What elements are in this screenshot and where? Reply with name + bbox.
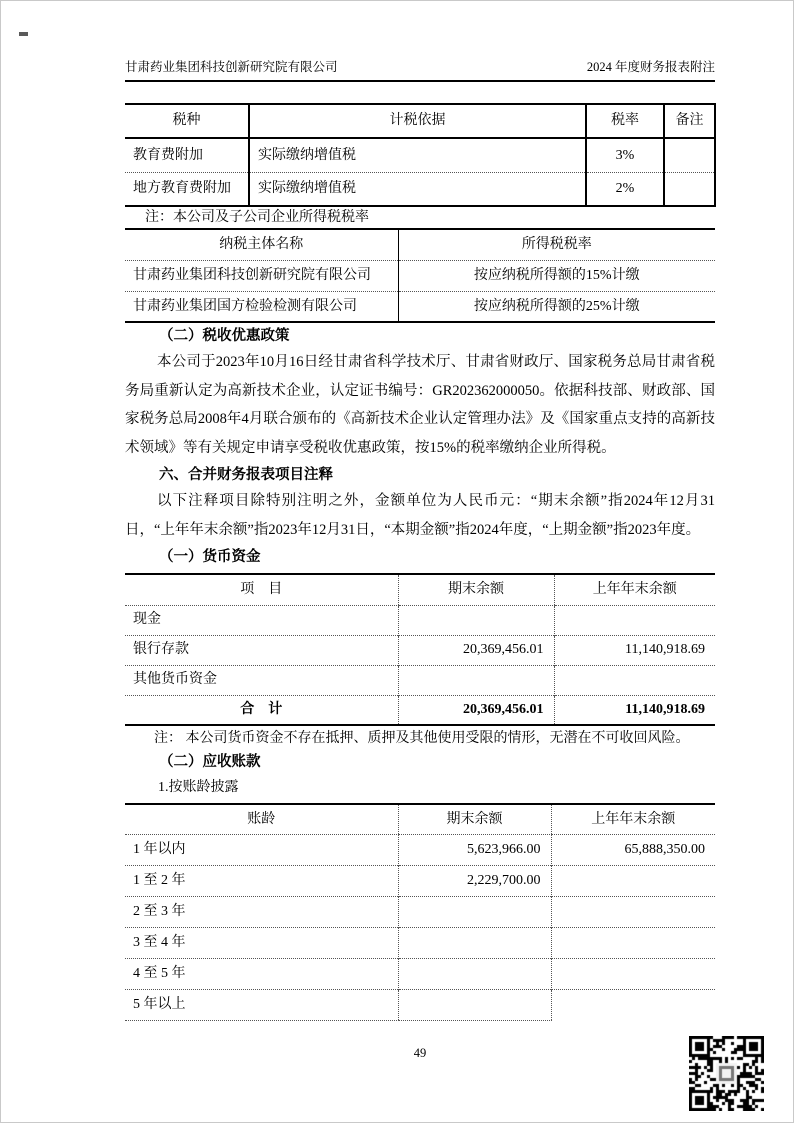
col-header-item: 项 目 <box>125 574 398 605</box>
table-row <box>125 989 715 1020</box>
cell-aging: 2 至 3 年 <box>125 896 398 927</box>
tax-rate-table <box>125 103 716 207</box>
qr-code-icon <box>689 1036 764 1111</box>
table-row <box>125 896 715 927</box>
cell-aging: 1 年以内 <box>133 841 186 857</box>
cell-tax-kind: 地方教育费附加 <box>125 172 249 206</box>
cell-closing-balance <box>398 896 551 927</box>
page-number: 49 <box>413 1046 427 1060</box>
cell-entity: 甘肃药业集团国方检验检测有限公司 <box>125 291 398 322</box>
running-head <box>125 57 715 82</box>
cell-prior-year-balance <box>551 927 715 958</box>
table-row <box>125 172 715 206</box>
cash-table <box>125 573 715 726</box>
table-row <box>125 260 715 291</box>
col-header-tax-rate: 税率 <box>586 104 664 138</box>
cell-entity: 甘肃药业集团科技创新研究院有限公司 <box>133 267 371 283</box>
income-tax-table <box>125 228 715 323</box>
cell-income-tax-rate: 按应纳税所得额的15%计缴 <box>398 260 715 291</box>
col-header-remark: 备注 <box>664 104 715 138</box>
header-company-name: 甘肃药业集团科技创新研究院有限公司 <box>125 60 338 74</box>
cell-total-prior-year: 11,140,918.69 <box>554 695 715 725</box>
cell-closing-balance <box>398 665 554 695</box>
cell-tax-rate: 3% <box>586 138 664 172</box>
cash-note: 注： 本公司货币资金不存在抵押、质押及其他使用受限的情形，无潜在不可收回风险。 <box>154 731 690 746</box>
cell-total-closing: 20,369,456.01 <box>398 695 554 725</box>
cell-prior-year-balance <box>551 865 715 896</box>
table-row <box>125 958 715 989</box>
col-header-prior-year-balance: 上年年末余额 <box>554 574 715 605</box>
col-header-aging: 账龄 <box>125 804 398 834</box>
col-header-closing-balance: 期末余额 <box>398 804 551 834</box>
cell-tax-basis: 实际缴纳增值税 <box>249 138 586 172</box>
table-row <box>125 138 715 172</box>
cell-remark <box>664 138 715 172</box>
col-header-closing-balance: 期末余额 <box>398 574 554 605</box>
cell-prior-year-balance: 65,888,350.00 <box>551 834 715 865</box>
aging-table-header <box>125 804 715 834</box>
cash-table-total-row <box>125 695 715 725</box>
tax-policy-paragraph: 本公司于2023年10月16日经甘肃省科学技术厅、甘肃省财政厅、国家税务总局甘肃省税务局重新认定为高新技术企业，认定证书编号：GR202362000050。依据科技部、财政部、国家税务总局2008年4月联合颁布的《高新技术企业认定管理办法》及《国家重点支持的高新技术领域》等有关规定申请享受税收优惠政策，按15%的税率缴纳企业所得税。 <box>125 354 715 456</box>
cell-remark <box>664 172 715 206</box>
table-row <box>125 291 715 322</box>
cell-income-tax-rate: 按应纳税所得额的25%计缴 <box>398 291 715 322</box>
income-tax-note: 注：本公司及子公司企业所得税税率 <box>145 210 369 225</box>
cell-closing-balance: 5,623,966.00 <box>398 834 551 865</box>
col-header-tax-kind: 税种 <box>125 104 249 138</box>
cell-closing-balance <box>398 989 551 1020</box>
col-header-income-tax-rate: 所得税税率 <box>398 229 715 260</box>
table-row <box>125 927 715 958</box>
cell-closing-balance: 20,369,456.01 <box>398 635 554 665</box>
cell-tax-rate: 2% <box>586 172 664 206</box>
cell-aging: 4 至 5 年 <box>125 958 398 989</box>
cell-prior-year-balance <box>554 665 715 695</box>
table-row <box>125 834 715 865</box>
cell-aging: 1 至 2 年 <box>125 865 398 896</box>
table-row <box>125 865 715 896</box>
col-header-entity: 纳税主体名称 <box>125 229 398 260</box>
table-row <box>125 605 715 635</box>
cash-table-header <box>125 574 715 605</box>
cell-aging: 5 年以上 <box>125 989 398 1020</box>
aging-table <box>125 803 715 1021</box>
cell-item: 银行存款 <box>125 635 398 665</box>
section-heading-consolidated-notes: 六、合并财务报表项目注释 <box>159 467 333 483</box>
table-row <box>125 635 715 665</box>
header-doc-title: 2024 年度财务报表附注 <box>586 60 715 74</box>
cell-aging: 3 至 4 年 <box>125 927 398 958</box>
aging-subheading: 1.按账龄披露 <box>158 780 239 795</box>
cell-total-label: 合 计 <box>125 695 398 725</box>
cell-prior-year-balance <box>554 605 715 635</box>
col-header-prior-year-balance: 上年年末余额 <box>551 804 715 834</box>
income-tax-table-header <box>125 229 715 260</box>
cell-item: 现金 <box>133 612 161 628</box>
section-heading-receivables: （二）应收账款 <box>159 754 261 770</box>
page-content <box>125 1 715 1021</box>
cell-closing-balance <box>398 605 554 635</box>
cell-prior-year-balance <box>551 958 715 989</box>
col-header-tax-basis: 计税依据 <box>249 104 586 138</box>
cell-prior-year-balance <box>551 896 715 927</box>
section-heading-cash: （一）货币资金 <box>159 549 261 565</box>
cell-closing-balance <box>398 958 551 989</box>
cell-tax-kind: 教育费附加 <box>133 147 203 163</box>
cell-closing-balance <box>398 927 551 958</box>
scan-artifact-mark <box>19 32 28 36</box>
cell-closing-balance: 2,229,700.00 <box>398 865 551 896</box>
cell-prior-year-balance: 11,140,918.69 <box>554 635 715 665</box>
table-row <box>125 665 715 695</box>
cell-tax-basis: 实际缴纳增值税 <box>249 172 586 206</box>
section-heading-tax-policy: （二）税收优惠政策 <box>159 328 290 344</box>
consolidated-notes-paragraph: 以下注释项目除特别注明之外，金额单位为人民币元：“期末余额”指2024年12月31日，“上年年末余额”指2023年12月31日，“本期金额”指2024年度，“上期金额”指2023年度。 <box>125 493 715 538</box>
tax-rate-table-header <box>125 104 715 138</box>
cell-prior-year-balance <box>551 989 715 1020</box>
cell-item: 其他货币资金 <box>125 665 398 695</box>
